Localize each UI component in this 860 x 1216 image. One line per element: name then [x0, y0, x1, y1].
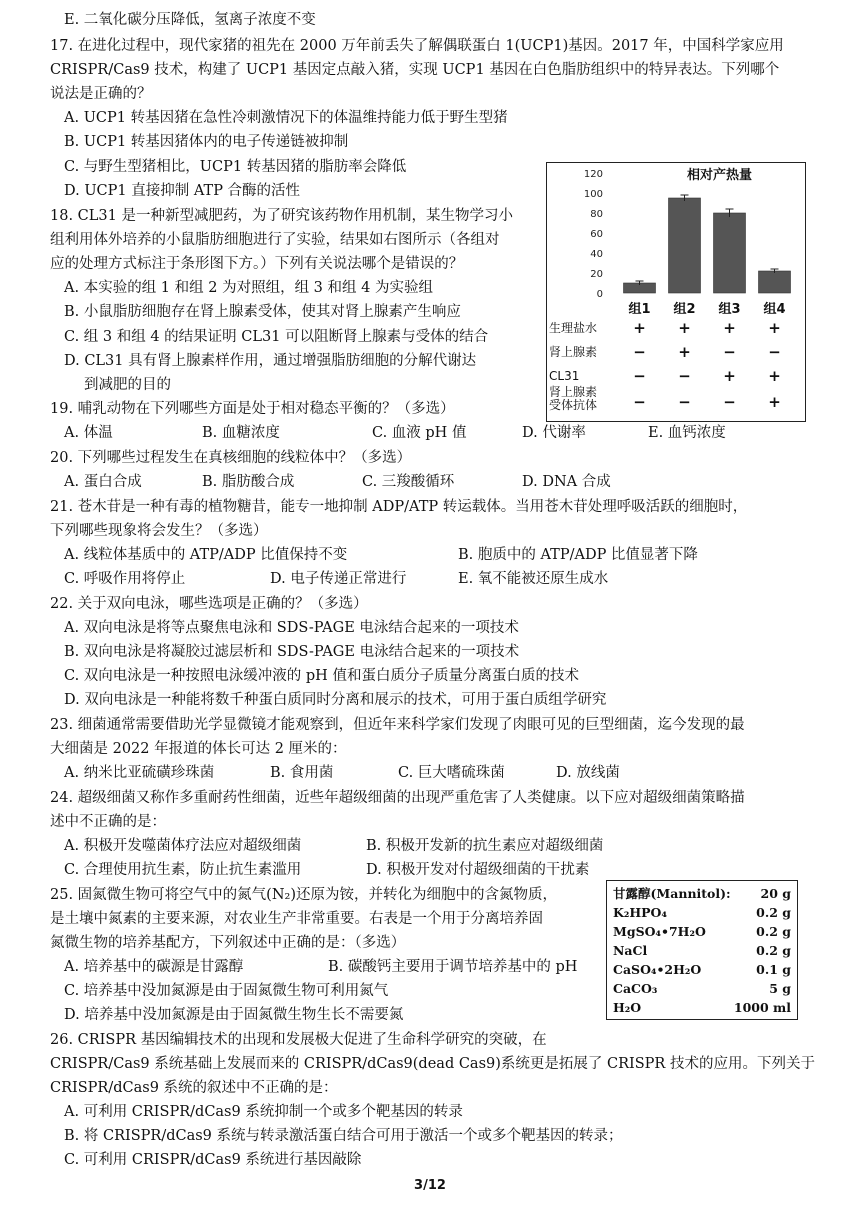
y-tick-label: 80 [590, 209, 603, 220]
question-17-stem: CRISPR/Cas9 技术，构建了 UCP1 基因定点敲入猪，实现 UCP1 基因在白色脂肪组织中的特异表达。下列哪个 [50, 62, 780, 78]
question-17-stem: 17. 在进化过程中，现代家猪的祖先在 2000 万年前丢失了解偶联蛋白 1(UCP1)基因。2017 年，中国科学家应用 [50, 38, 784, 54]
option-18d: D. CL31 具有肾上腺素样作用，通过增强脂肪细胞的分解代谢达 [64, 353, 477, 369]
treatment-mark: + [678, 319, 691, 337]
treatment-label: 肾上腺素 [549, 385, 598, 399]
question-25-stem: 氮微生物的培养基配方，下列叙述中正确的是：（多选） [50, 935, 406, 951]
treatment-mark: + [633, 319, 646, 337]
y-tick-label: 120 [583, 169, 603, 180]
category-label: 组4 [763, 302, 786, 317]
option-22c: C. 双向电泳是一种按照电泳缓冲液的 pH 值和蛋白质分子质量分离蛋白质的技术 [64, 668, 579, 684]
question-22-stem: 22. 关于双向电泳，哪些选项是正确的？（多选） [50, 596, 368, 612]
bar-3 [714, 213, 746, 293]
medium-amount: 20 g [760, 886, 791, 901]
medium-component: K₂HPO₄ [613, 905, 667, 920]
question-17-stem: 说法是正确的？ [50, 86, 152, 102]
option-17c: C. 与野生型猪相比，UCP1 转基因猪的脂肪率会降低 [64, 159, 407, 175]
option-21d: D. 电子传递正常进行 [270, 571, 407, 587]
option-19e: E. 血钙浓度 [648, 425, 726, 441]
medium-component: CaSO₄•2H₂O [613, 962, 702, 977]
chart-title: 相对产热量 [687, 168, 753, 183]
medium-amount: 1000 ml [733, 1000, 791, 1015]
option-23a: A. 纳米比亚硫磺珍珠菌 [64, 765, 215, 781]
option-22d: D. 双向电泳是一种能将数千种蛋白质同时分离和展示的技术，可用于蛋白质组学研究 [64, 692, 607, 708]
question-23-stem: 大细菌是 2022 年报道的体长可达 2 厘米的： [50, 741, 347, 757]
treatment-mark: − [768, 343, 781, 361]
option-17d: D. UCP1 直接抑制 ATP 合酶的活性 [64, 183, 301, 199]
treatment-label: 受体抗体 [549, 398, 598, 412]
option-26a: A. 可利用 CRISPR/dCas9 系统抑制一个或多个靶基因的转录 [64, 1104, 463, 1120]
medium-amount: 0.1 g [756, 962, 791, 977]
question-25-stem: 25. 固氮微生物可将空气中的氮气(N₂)还原为铵，并转化为细胞中的含氮物质， [50, 887, 557, 903]
option-20d: D. DNA 合成 [522, 474, 611, 490]
option-18a: A. 本实验的组 1 和组 2 为对照组，组 3 和组 4 为实验组 [64, 280, 433, 296]
question-26-stem: CRISPR/Cas9 系统基础上发展而来的 CRISPR/dCas9(dead Cas9)系统更是拓展了 CRISPR 技术的应用。下列关于 [50, 1056, 815, 1072]
treatment-mark: − [678, 367, 691, 385]
question-18-stem: 应的处理方式标注于条形图下方。）下列有关说法哪个是错误的？ [50, 256, 464, 272]
option-22b: B. 双向电泳是将凝胶过滤层析和 SDS-PAGE 电泳结合起来的一项技术 [64, 644, 520, 660]
treatment-mark: + [768, 319, 781, 337]
option-18d-cont: 到减肥的目的 [84, 377, 171, 393]
option-21b: B. 胞质中的 ATP/ADP 比值显著下降 [458, 547, 698, 563]
medium-component: H₂O [613, 1000, 642, 1015]
medium-row [613, 961, 791, 979]
option-19d: D. 代谢率 [522, 425, 586, 441]
y-tick-label: 0 [596, 289, 603, 300]
y-tick-label: 40 [590, 249, 603, 260]
option-26c: C. 可利用 CRISPR/dCas9 系统进行基因敲除 [64, 1152, 362, 1168]
option-18b: B. 小鼠脂肪细胞存在肾上腺素受体，使其对肾上腺素产生响应 [64, 304, 461, 320]
medium-row [613, 942, 791, 960]
treatment-mark: − [633, 343, 646, 361]
question-21-stem: 21. 苍木苷是一种有毒的植物糖昔，能专一地抑制 ADP/ATP 转运载体。当用苍木苷处理呼吸活跃的细胞时， [50, 499, 748, 515]
treatment-label: 肾上腺素 [549, 345, 598, 359]
category-label: 组1 [628, 302, 651, 317]
option-25c: C. 培养基中没加氮源是由于固氮微生物可利用氮气 [64, 983, 389, 999]
culture-medium-table [606, 880, 798, 1020]
option-23d: D. 放线菌 [556, 765, 620, 781]
treatment-mark: − [633, 367, 646, 385]
option-23b: B. 食用菌 [270, 765, 334, 781]
option-17b: B. UCP1 转基因猪体内的电子传递链被抑制 [64, 134, 349, 150]
option-18c: C. 组 3 和组 4 的结果证明 CL31 可以阻断肾上腺素与受体的结合 [64, 329, 489, 345]
question-23-stem: 23. 细菌通常需要借助光学显微镜才能观察到，但近年来科学家们发现了肉眼可见的巨型细菌，迄今发现的最 [50, 717, 745, 733]
medium-row [613, 885, 791, 903]
option-24c: C. 合理使用抗生素，防止抗生素滥用 [64, 862, 302, 878]
question-18-stem: 18. CL31 是一种新型减肥药，为了研究该药物作用机制，某生物学习小 [50, 208, 513, 224]
option-24b: B. 积极开发新的抗生素应对超级细菌 [366, 838, 604, 854]
medium-amount: 5 g [769, 981, 791, 996]
option-24d: D. 积极开发对付超级细菌的干扰素 [366, 862, 590, 878]
treatment-mark: − [723, 343, 736, 361]
treatment-label: CL31 [549, 369, 580, 383]
option-24a: A. 积极开发噬菌体疗法应对超级细菌 [64, 838, 302, 854]
y-tick-label: 20 [590, 269, 603, 280]
category-label: 组2 [673, 302, 696, 317]
question-26-stem: CRISPR/dCas9 系统的叙述中不正确的是： [50, 1080, 338, 1096]
medium-row [613, 904, 791, 922]
medium-amount: 0.2 g [756, 905, 791, 920]
medium-component: CaCO₃ [613, 981, 658, 996]
treatment-mark: + [723, 367, 736, 385]
option-26b: B. 将 CRISPR/dCas9 系统与转录激活蛋白结合可用于激活一个或多个靶基因的转录； [64, 1128, 623, 1144]
option-21a: A. 线粒体基质中的 ATP/ADP 比值保持不变 [64, 547, 348, 563]
option-19c: C. 血液 pH 值 [372, 425, 467, 441]
medium-component: NaCl [613, 943, 648, 958]
y-tick-label: 100 [583, 189, 603, 200]
treatment-mark: − [633, 393, 646, 411]
option-25a: A. 培养基中的碳源是甘露醇 [64, 959, 244, 975]
heat-production-chart [546, 162, 806, 422]
question-24-stem: 24. 超级细菌又称作多重耐药性细菌，近些年超级细菌的出现严重危害了人类健康。以下应对超级细菌策略描 [50, 790, 745, 806]
treatment-mark: + [768, 367, 781, 385]
treatment-label: 生理盐水 [549, 321, 598, 335]
option-21e: E. 氧不能被还原生成水 [458, 571, 609, 587]
bar-4 [759, 271, 791, 293]
option-25d: D. 培养基中没加氮源是由于固氮微生物生长不需要氮 [64, 1007, 404, 1023]
medium-row [613, 980, 791, 998]
question-19-stem: 19. 哺乳动物在下列哪些方面是处于相对稳态平衡的？（多选） [50, 401, 455, 417]
option-22a: A. 双向电泳是将等点聚焦电泳和 SDS-PAGE 电泳结合起来的一项技术 [64, 620, 519, 636]
option-19b: B. 血糖浓度 [202, 425, 280, 441]
medium-row [613, 923, 791, 941]
treatment-mark: + [768, 393, 781, 411]
option-21c: C. 呼吸作用将停止 [64, 571, 186, 587]
treatment-mark: + [723, 319, 736, 337]
medium-amount: 0.2 g [756, 924, 791, 939]
treatment-mark: − [723, 393, 736, 411]
option-20b: B. 脂肪酸合成 [202, 474, 295, 490]
question-18-stem: 组利用体外培养的小鼠脂肪细胞进行了实验，结果如右图所示（各组对 [50, 232, 500, 248]
option-20a: A. 蛋白合成 [64, 474, 142, 490]
option-20c: C. 三羧酸循环 [362, 474, 455, 490]
question-21-stem: 下列哪些现象将会发生？（多选） [50, 523, 268, 539]
medium-component: 甘露醇(Mannitol): [613, 886, 731, 901]
option-17a: A. UCP1 转基因猪在急性冷刺激情况下的体温维持能力低于野生型猪 [64, 110, 508, 126]
question-24-stem: 述中不正确的是： [50, 814, 166, 830]
category-label: 组3 [718, 302, 741, 317]
treatment-mark: + [678, 343, 691, 361]
option-23c: C. 巨大嗜硫珠菌 [398, 765, 505, 781]
question-25-stem: 是土壤中氮素的主要来源，对农业生产非常重要。右表是一个用于分离培养固 [50, 911, 543, 927]
option-16e: E. 二氧化碳分压降低，氢离子浓度不变 [64, 12, 316, 28]
chart-svg [547, 163, 805, 421]
treatment-mark: − [678, 393, 691, 411]
bar-2 [669, 198, 701, 293]
medium-component: MgSO₄•7H₂O [613, 924, 706, 939]
option-19a: A. 体温 [64, 425, 113, 441]
medium-amount: 0.2 g [756, 943, 791, 958]
page-number: 3/12 [414, 1178, 446, 1193]
option-25b: B. 碳酸钙主要用于调节培养基中的 pH [328, 959, 578, 975]
question-26-stem: 26. CRISPR 基因编辑技术的出现和发展极大促进了生命科学研究的突破，在 [50, 1032, 547, 1048]
y-tick-label: 60 [590, 229, 603, 240]
medium-row [613, 999, 791, 1017]
question-20-stem: 20. 下列哪些过程发生在真核细胞的线粒体中？（多选） [50, 450, 412, 466]
